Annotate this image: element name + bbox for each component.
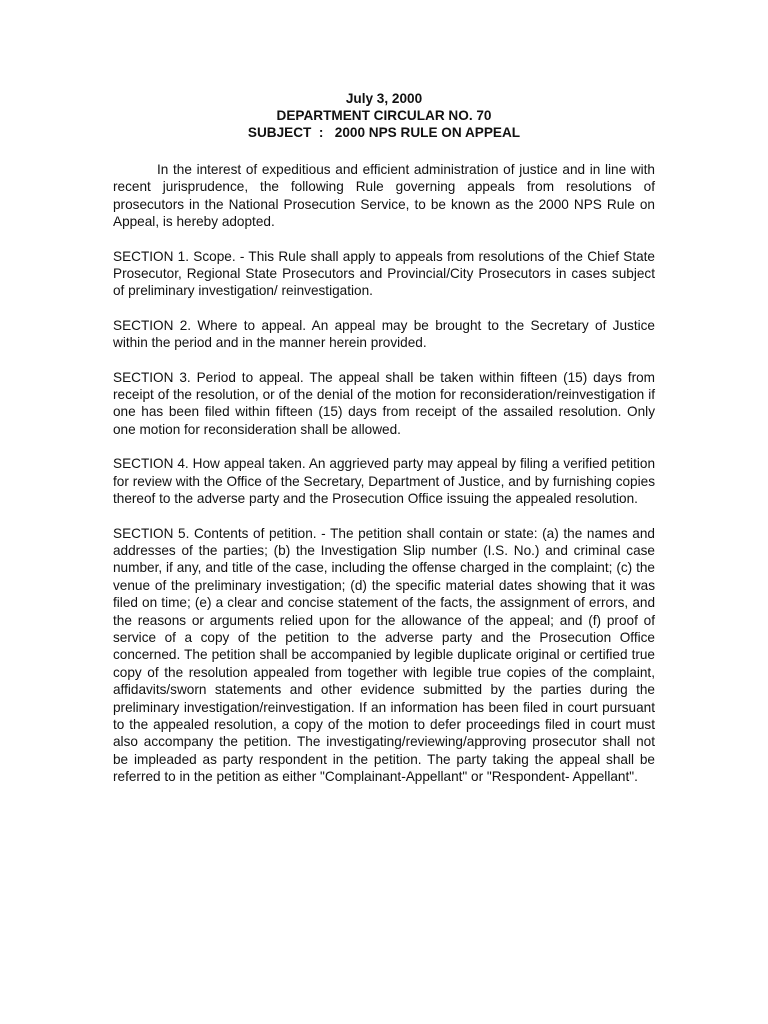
section-1-paragraph: SECTION 1. Scope. - This Rule shall apply to appeals from resolutions of the Chief State Prosecutor, Regional State Prosecutors and Provincial/City Prosecutors in cases subject of preliminary investigation/ reinvestigation. <box>113 248 655 299</box>
section-2-paragraph: SECTION 2. Where to appeal. An appeal may be brought to the Secretary of Justice within the period and in the manner herein provided. <box>113 317 655 351</box>
circular-number: DEPARTMENT CIRCULAR NO. 70 <box>276 108 492 123</box>
section-3-paragraph: SECTION 3. Period to appeal. The appeal shall be taken within fifteen (15) days from receipt of the resolution, or of the denial of the motion for reconsideration/reinvestigation if one has been filed within fifteen (15) days from receipt of the assailed resolution. Only one motion for reconsideration shall be allowed. <box>113 369 655 437</box>
subject-line: SUBJECT : 2000 NPS RULE ON APPEAL <box>247 125 521 140</box>
document-page <box>113 90 655 803</box>
document-header <box>113 90 655 141</box>
intro-paragraph: In the interest of expeditious and efficient administration of justice and in line with recent jurisprudence, the following Rule governing appeals from resolutions of prosecutors in the National Prosecution Service, to be known as the 2000 NPS Rule on Appeal, is hereby adopted. <box>113 162 655 230</box>
section-4-paragraph: SECTION 4. How appeal taken. An aggrieved party may appeal by filing a verified petition for review with the Office of the Secretary, Department of Justice, and by furnishing copies thereof to the adverse party and the Prosecution Office issuing the appealed resolution. <box>113 456 655 507</box>
section-5-paragraph: SECTION 5. Contents of petition. - The petition shall contain or state: (a) the names and addresses of the parties; (b) the Investigation Slip number (I.S. No.) and criminal case number, if any, and title of the case, including the offense charged in the complaint; (c) the venue of the preliminary investigation; (d) the specific material dates showing that it was filed on time; (e) a clear and concise statement of the facts, the assignment of errors, and the reasons or arguments relied upon for the allowance of the appeal; and (f) proof of service of a copy of the petition to the adverse party and the Prosecution Office concerned. The petition shall be accompanied by legible duplicate original or certified true copy of the resolution appealed from together with legible true copies of the complaint, affidavits/sworn statements and other evidence submitted by the parties during the preliminary investigation/reinvestigation. If an information has been filed in court pursuant to the appealed resolution, a copy of the motion to defer proceedings filed in court must also accompany the petition. The investigating/reviewing/approving prosecutor shall not be impleaded as party respondent in the petition. The party taking the appeal shall be referred to in the petition as either "Complainant-Appellant" or "Respondent- Appellant". <box>113 525 655 785</box>
document-date: July 3, 2000 <box>345 91 423 106</box>
